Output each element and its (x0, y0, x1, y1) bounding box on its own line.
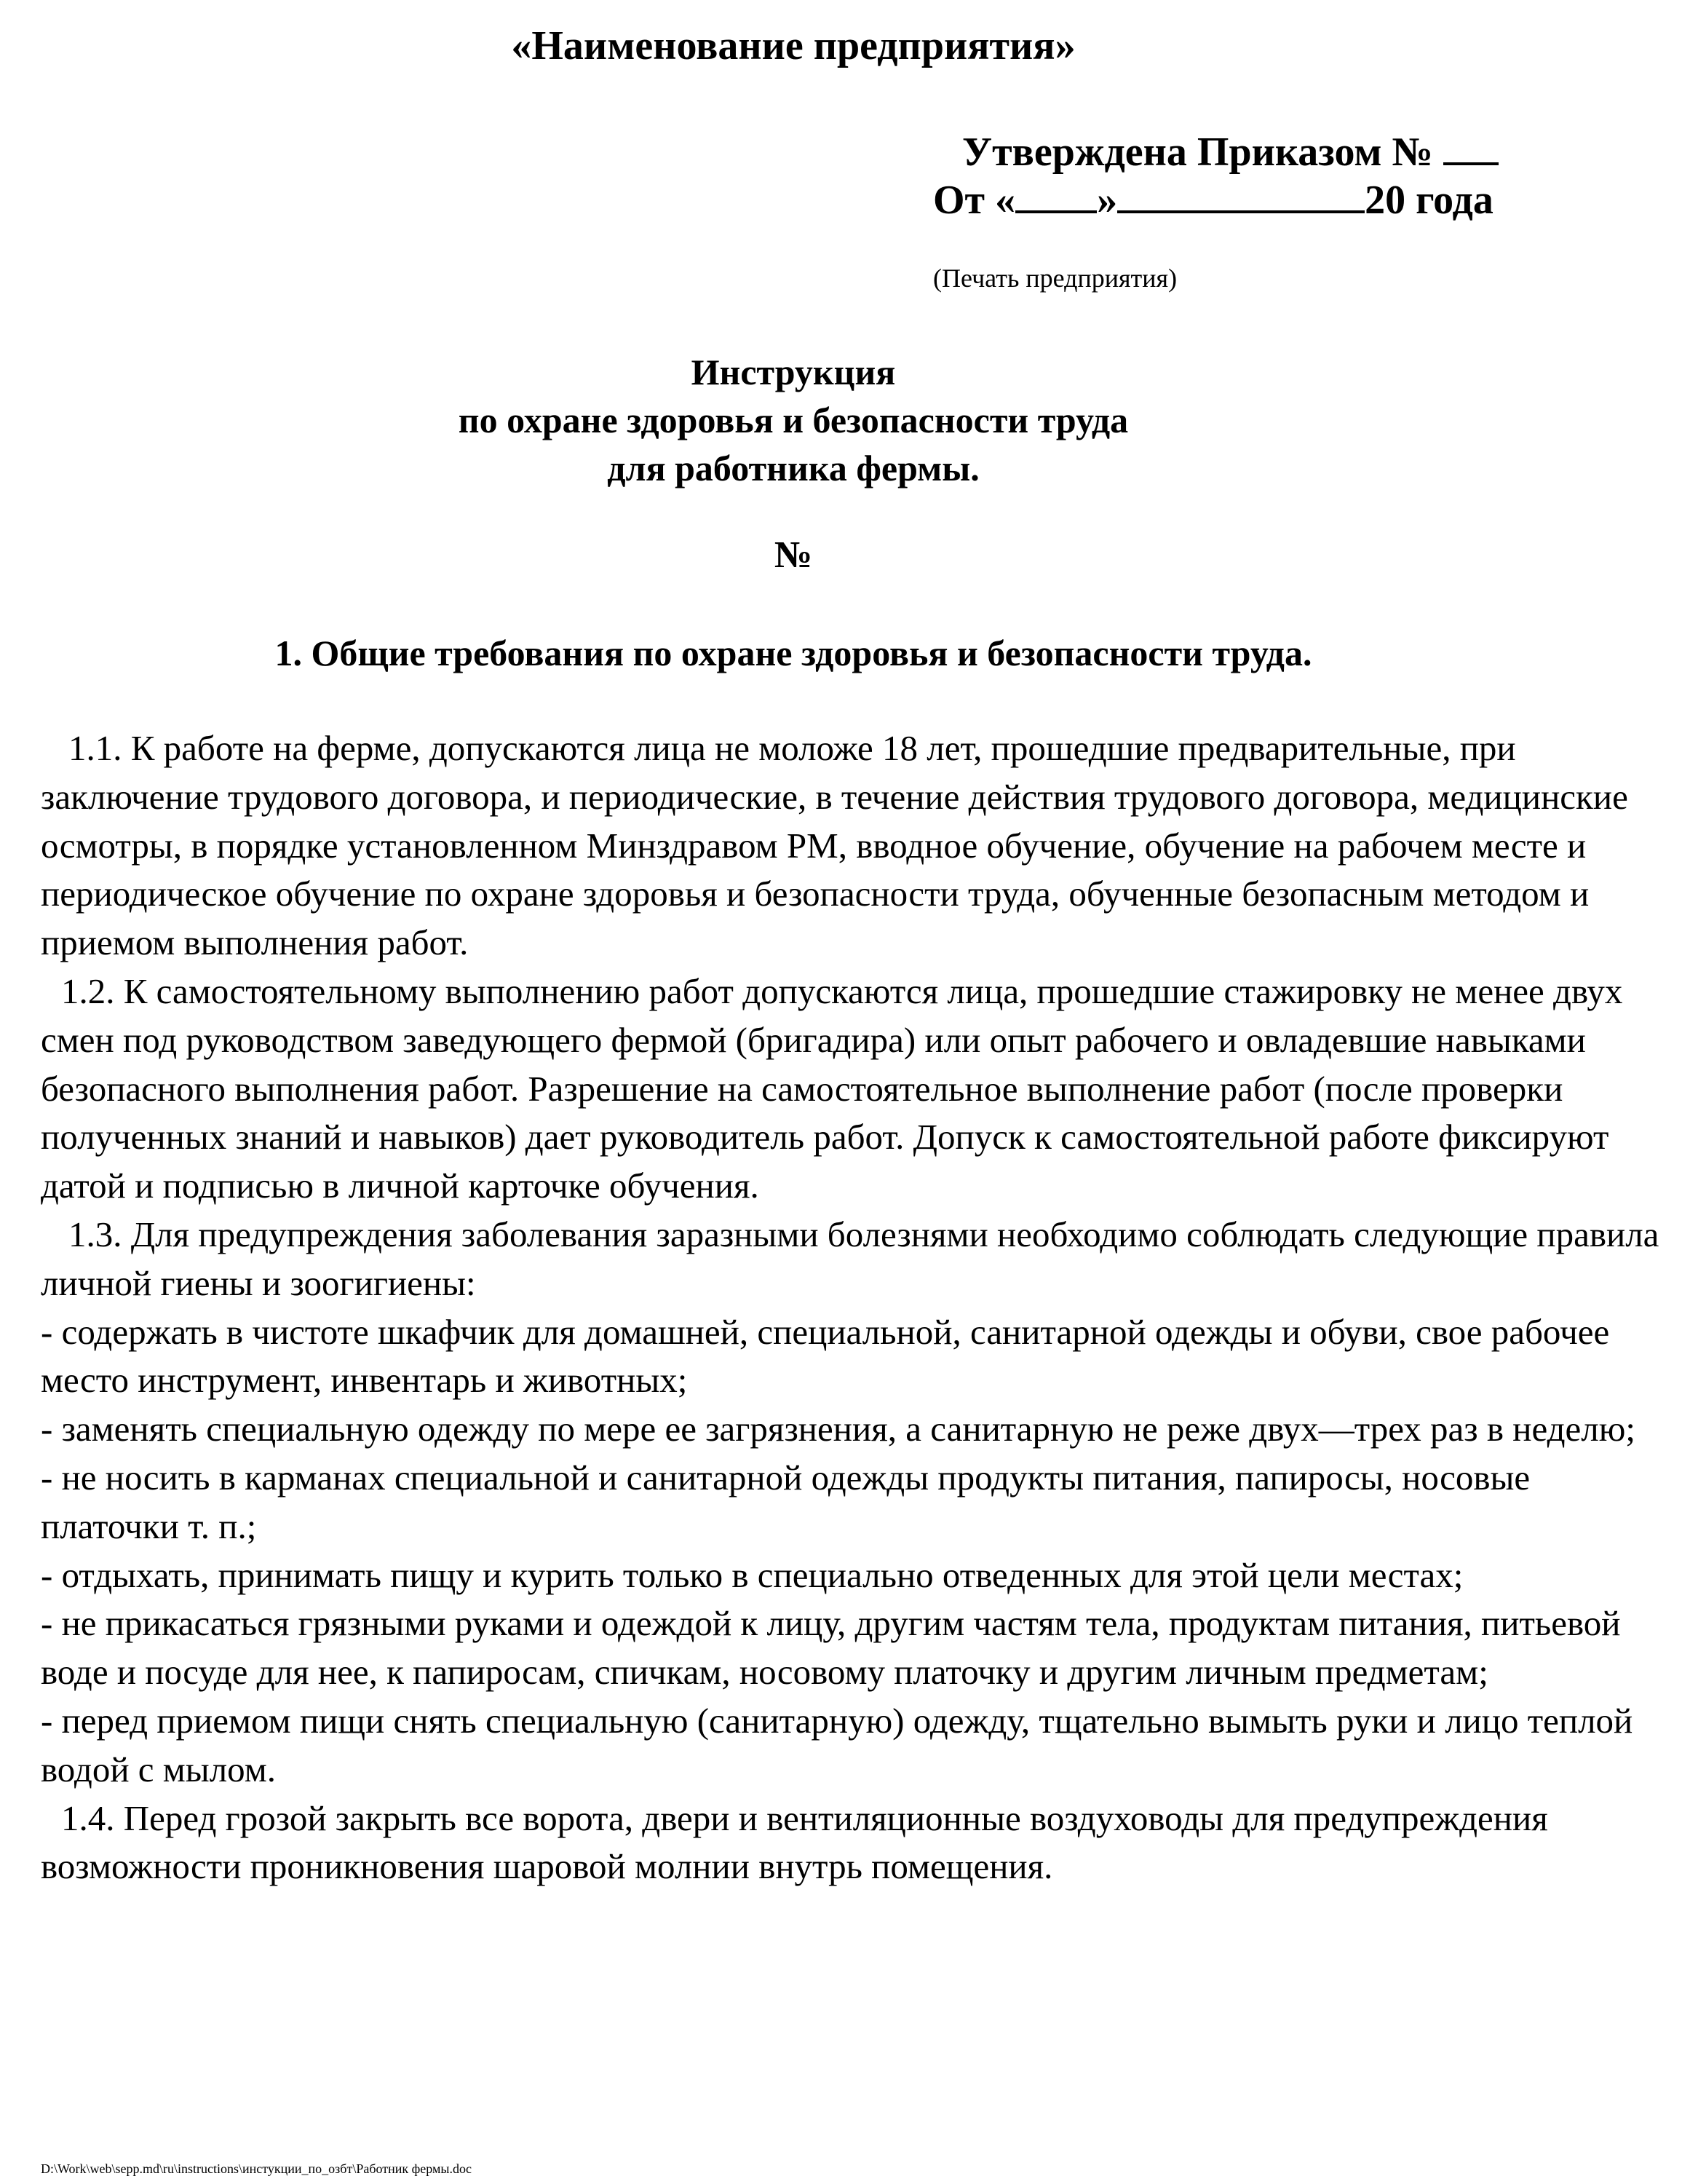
list-item: - не носить в карманах специальной и санитарной одежды продукты питания, папиросы, носовые платочки т. п.; (41, 1457, 1531, 1546)
title-line-1: Инструкция (691, 352, 896, 392)
paragraph-1-2: 1.2. К самостоятельному выполнению работ допускаются лица, прошедшие стажировку не менее двух смен под руководством заведующего фермой (бригадира) или опыт рабочего и овладевшие навыками безопасного выполнения работ. Разрешение на самостоятельное выполнение работ (после проверки полученных знаний и навыков) дает руководитель работ. Допуск к самостоятельной работе фиксируют датой и подписью в личной карточке обучения. (41, 970, 1623, 1206)
paragraph-1-1: 1.1. К работе на ферме, допускаются лица не моложе 18 лет, прошедшие предварительные, при заключение трудового договора, и периодические, в течение действия трудового договора, медицинские осмотры, в порядке установленном Минздравом РМ, вводное обучение, обучение на рабочем месте и периодическое обучение по охране здоровья и безопасности труда, обученные безопасным методом и приемом выполнения работ. (41, 728, 1628, 963)
approval-block (933, 128, 1559, 224)
date-quote-close: » (1097, 178, 1118, 223)
title-line-2: по охране здоровья и безопасности труда (458, 400, 1129, 440)
seal-note: (Печать предприятия) (933, 264, 1178, 293)
date-prefix: От « (933, 178, 1016, 223)
list-item: - заменять специальную одежду по мере ее загрязнения, а санитарную не реже двух—трех раз в неделю; (41, 1409, 1635, 1449)
list-item: - содержать в чистоте шкафчик для домашней, специальной, санитарной одежды и обуви, свое рабочее место инструмент, инвентарь и животных; (41, 1311, 1610, 1401)
document-title (0, 348, 1587, 492)
approval-order-line (933, 128, 1559, 176)
order-number-blank (1443, 129, 1499, 165)
list-item: - перед приемом пищи снять специальную (санитарную) одежду, тщательно вымыть руки и лицо теплой водой с мылом. (41, 1700, 1633, 1789)
date-year: 20 года (1365, 178, 1493, 223)
footer-file-path: D:\Work\web\sepp.md\ru\instructions\инстукции_по_озбт\Работник фермы.doc (41, 2161, 472, 2176)
approval-order-label: Утверждена Приказом № (962, 130, 1433, 175)
list-item: - отдыхать, принимать пищу и курить только в специально отведенных для этой цели местах; (41, 1554, 1464, 1595)
paragraph-1-4: 1.4. Перед грозой закрыть все ворота, двери и вентиляционные воздуховоды для предупреждения возможности проникновения шаровой молнии внутрь помещения. (41, 1797, 1548, 1887)
title-line-3: для работника фермы. (607, 448, 980, 488)
day-blank (1015, 177, 1097, 213)
paragraph-1-3: 1.3. Для предупреждения заболевания заразными болезнями необходимо соблюдать следующие правила личной гиены и зоогигиены: (41, 1214, 1659, 1303)
organization-name: «Наименование предприятия» (511, 23, 1076, 68)
document-number: № (774, 534, 813, 576)
section-1-heading: 1. Общие требования по охране здоровья и безопасности труда. (274, 633, 1312, 673)
section-1-body (41, 724, 1659, 1891)
approval-date-line (933, 176, 1559, 224)
month-blank (1117, 177, 1365, 213)
list-item: - не прикасаться грязными руками и одеждой к лицу, другим частям тела, продуктам питания, питьевой воде и посуде для нее, к папиросам, спичкам, носовому платочку и другим личным предметам; (41, 1603, 1621, 1693)
